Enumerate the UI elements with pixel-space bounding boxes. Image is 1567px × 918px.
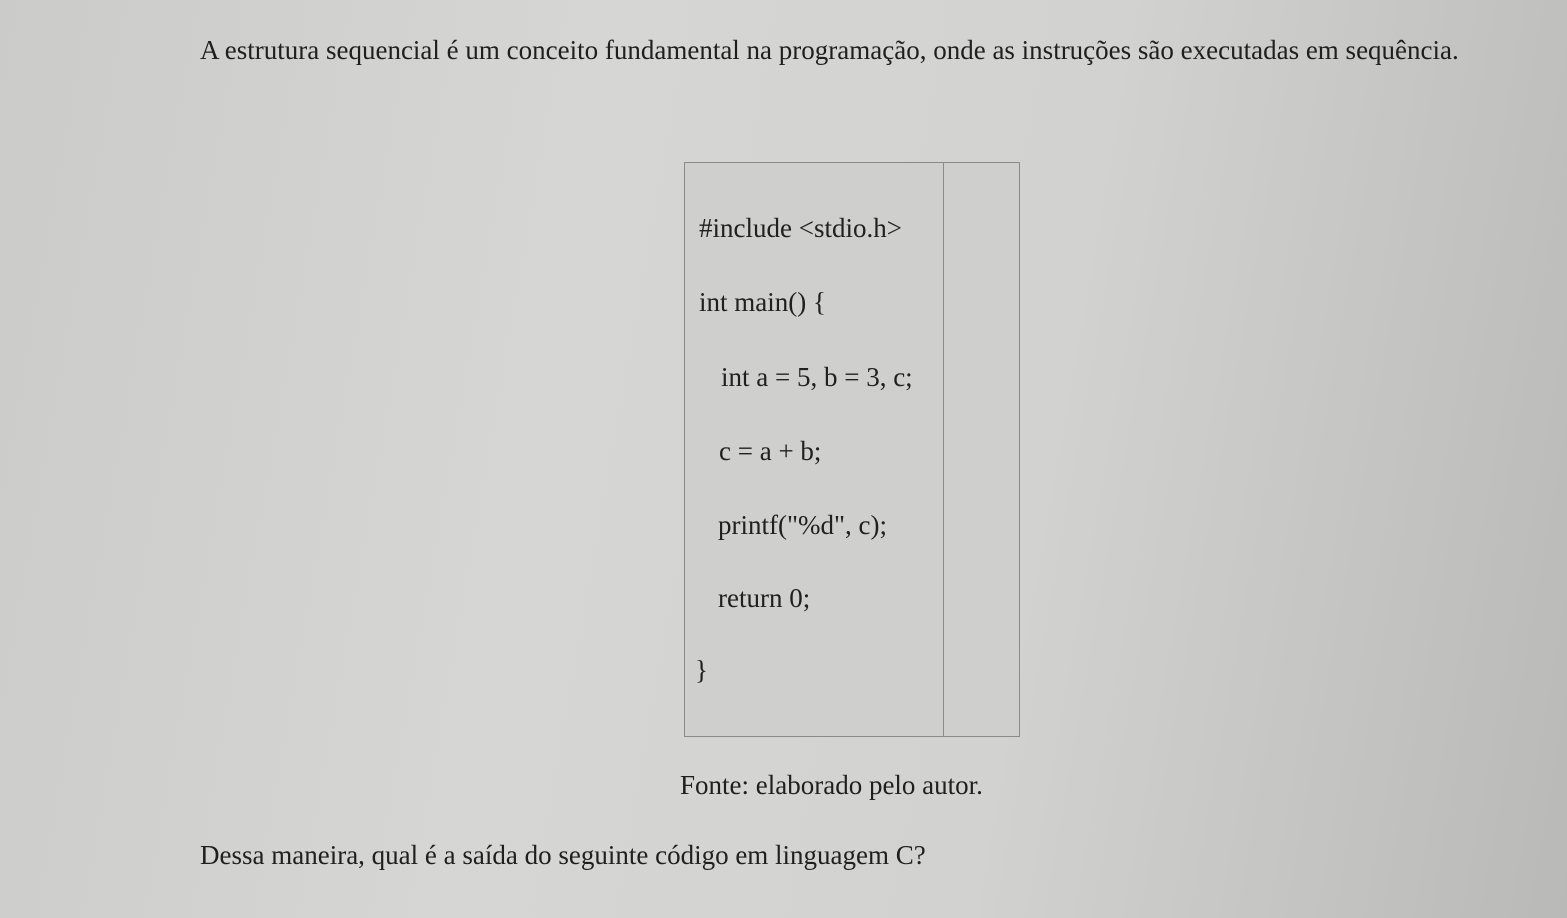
code-line-main: int main() { — [699, 287, 826, 317]
code-line-return: return 0; — [718, 583, 811, 613]
code-line-close-brace: } — [695, 655, 708, 685]
intro-paragraph: A estrutura sequencial é um conceito fundamental na programação, onde as instruções são executadas em sequência. — [200, 35, 1459, 65]
code-line-declaration: int a = 5, b = 3, c; — [721, 362, 913, 392]
source-caption: Fonte: elaborado pelo autor. — [680, 770, 983, 800]
code-column — [685, 163, 944, 736]
code-line-include: #include <stdio.h> — [699, 213, 902, 243]
code-line-sum: c = a + b; — [719, 436, 822, 466]
code-box — [684, 162, 1020, 737]
code-line-printf: printf("%d", c); — [718, 510, 887, 540]
question-text: Dessa maneira, qual é a saída do seguinte código em linguagem C? — [200, 840, 926, 870]
